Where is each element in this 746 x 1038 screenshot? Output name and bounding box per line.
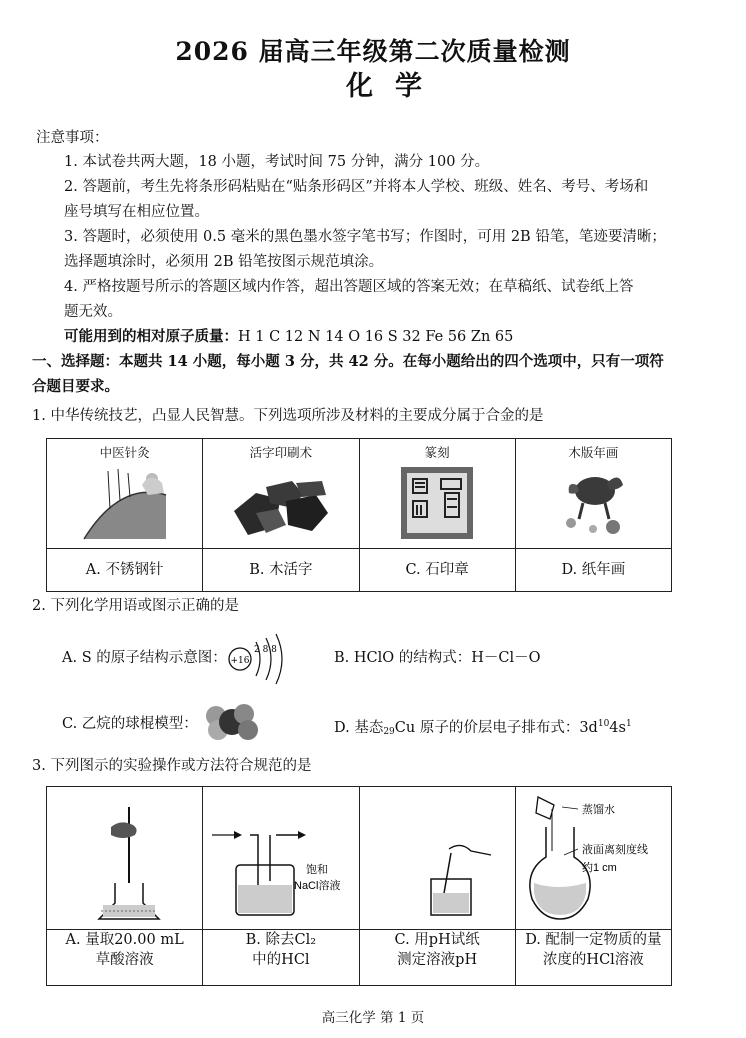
q3-cell-d [515, 787, 671, 930]
atom-nucleus-label: +16 [230, 656, 250, 666]
q3-option-a [47, 930, 203, 986]
note-item: 2. 答题前，考生先将条形码粘贴在“贴条形码区”并将本人学校、班级、姓名、考号、考场和 [64, 179, 649, 195]
3d-electrons: 10 [597, 719, 610, 729]
q3-option-line: 浓度的HCl溶液 [542, 952, 644, 968]
ph-paper-illustration [377, 787, 497, 925]
atomic-mass-line [64, 327, 513, 347]
q2-option-d-mid: Cu 原子的价层电子排布式：3d [394, 720, 598, 736]
q2-option-a-text: A. S 的原子结构示意图： [62, 650, 227, 666]
q3-option-b [203, 930, 359, 986]
note-item: 4. 严格按题号所示的答题区域内作答，超出答题区域的答案无效；在草稿纸、试卷纸上答 [64, 279, 634, 295]
q3-stem: 3. 下列图示的实验操作或方法符合规范的是 [32, 758, 312, 774]
q1-option-c: C. 石印章 [359, 549, 515, 592]
page-footer: 高三化学 第 1 页 [321, 1010, 425, 1026]
section-heading-cont: 合题目要求。 [32, 378, 119, 395]
q3-option-line: C. 用pH试纸 [394, 932, 480, 948]
d-label-2: 液面离刻度线 [582, 844, 649, 856]
atomic-mass-label: 可能用到的相对原子质量： [64, 328, 238, 345]
q1-stem: 1. 中华传统技艺，凸显人民智慧。下列选项所涉及材料的主要成分属于合金的是 [32, 408, 544, 424]
q3-option-line: A. 量取20.00 mL [65, 932, 184, 948]
q2-option-a [62, 648, 227, 668]
q3-cell-c [359, 787, 515, 930]
q2-option-b: B. HClO 的结构式：H－Cl－O [334, 650, 541, 666]
note-item: 座号填写在相应位置。 [64, 204, 209, 220]
b-label-2: NaCl溶液 [293, 880, 341, 892]
q1-table [46, 438, 672, 592]
q3-option-line: D. 配制一定物质的量 [525, 932, 662, 948]
q2-option-d-pre: D. 基态 [334, 720, 384, 736]
q1-option-a: A. 不锈钢针 [47, 549, 203, 592]
q3-option-line: 测定溶液pH [397, 952, 478, 968]
note-item: 3. 答题时，必须使用 0.5 毫米的黑色墨水签字笔书写；作图时，可用 2B 铅笔，笔迹要清晰； [64, 229, 666, 245]
seal-carving-illustration [397, 461, 477, 543]
exam-title: 2026 届高三年级第二次质量检测 [175, 37, 571, 66]
4s-electrons: 1 [625, 719, 632, 729]
acupuncture-illustration [80, 461, 170, 543]
q3-cell-a [47, 787, 203, 930]
q1-caption: 木版年画 [568, 445, 619, 460]
q3-option-c [359, 930, 515, 986]
q1-option-d: D. 纸年画 [515, 549, 671, 592]
notes-heading: 注意事项： [36, 130, 109, 146]
d-label-1: 蒸馏水 [582, 804, 616, 816]
q3-table [46, 786, 672, 986]
q1-cell-a [47, 439, 203, 549]
q1-caption: 中医针灸 [99, 445, 150, 460]
q1-caption: 篆刻 [424, 445, 450, 460]
b-label-1: 饱和 [305, 864, 328, 876]
q3-option-d [515, 930, 671, 986]
q1-caption: 活字印刷术 [249, 445, 313, 460]
q1-cell-b [203, 439, 359, 549]
titration-pipette-illustration [65, 787, 185, 925]
woodblock-print-illustration [553, 461, 633, 543]
q3-option-line: 草酸溶液 [95, 952, 154, 968]
q1-option-b: B. 木活字 [203, 549, 359, 592]
q3-option-line: B. 除去Cl₂ [245, 932, 317, 948]
sulfur-atom-diagram [226, 630, 296, 688]
q1-cell-c [359, 439, 515, 549]
q3-option-line: 中的HCl [252, 952, 310, 968]
q2-option-d [334, 714, 632, 742]
note-item: 题无效。 [64, 304, 122, 320]
q3-cell-b [203, 787, 359, 930]
ethane-ball-model [202, 700, 262, 744]
cu-atomic-number: 29 [383, 727, 395, 737]
note-item: 选择题填涂时，必须用 2B 铅笔按图示规范填涂。 [64, 254, 384, 270]
subject-title: 化学 [346, 71, 444, 102]
movable-type-illustration [226, 461, 336, 543]
note-item: 1. 本试卷共两大题，18 小题，考试时间 75 分钟，满分 100 分。 [64, 154, 490, 170]
q2-option-c: C. 乙烷的球棍模型： [62, 716, 198, 732]
d-label-3: 约1 cm [582, 862, 618, 874]
section-heading: 一、选择题：本题共 14 小题，每小题 3 分，共 42 分。在每小题给出的四个选项中，只有一项符 [32, 353, 664, 370]
q2-option-d-4s: 4s [609, 720, 626, 736]
gas-washing-bottle-illustration [206, 787, 356, 925]
volumetric-flask-illustration [518, 787, 668, 925]
atomic-mass-values: H 1 C 12 N 14 O 16 S 32 Fe 56 Zn 65 [238, 329, 514, 345]
q1-cell-d [515, 439, 671, 549]
q2-stem: 2. 下列化学用语或图示正确的是 [32, 598, 239, 614]
atom-shells-label: 2 8 8 [254, 645, 277, 655]
